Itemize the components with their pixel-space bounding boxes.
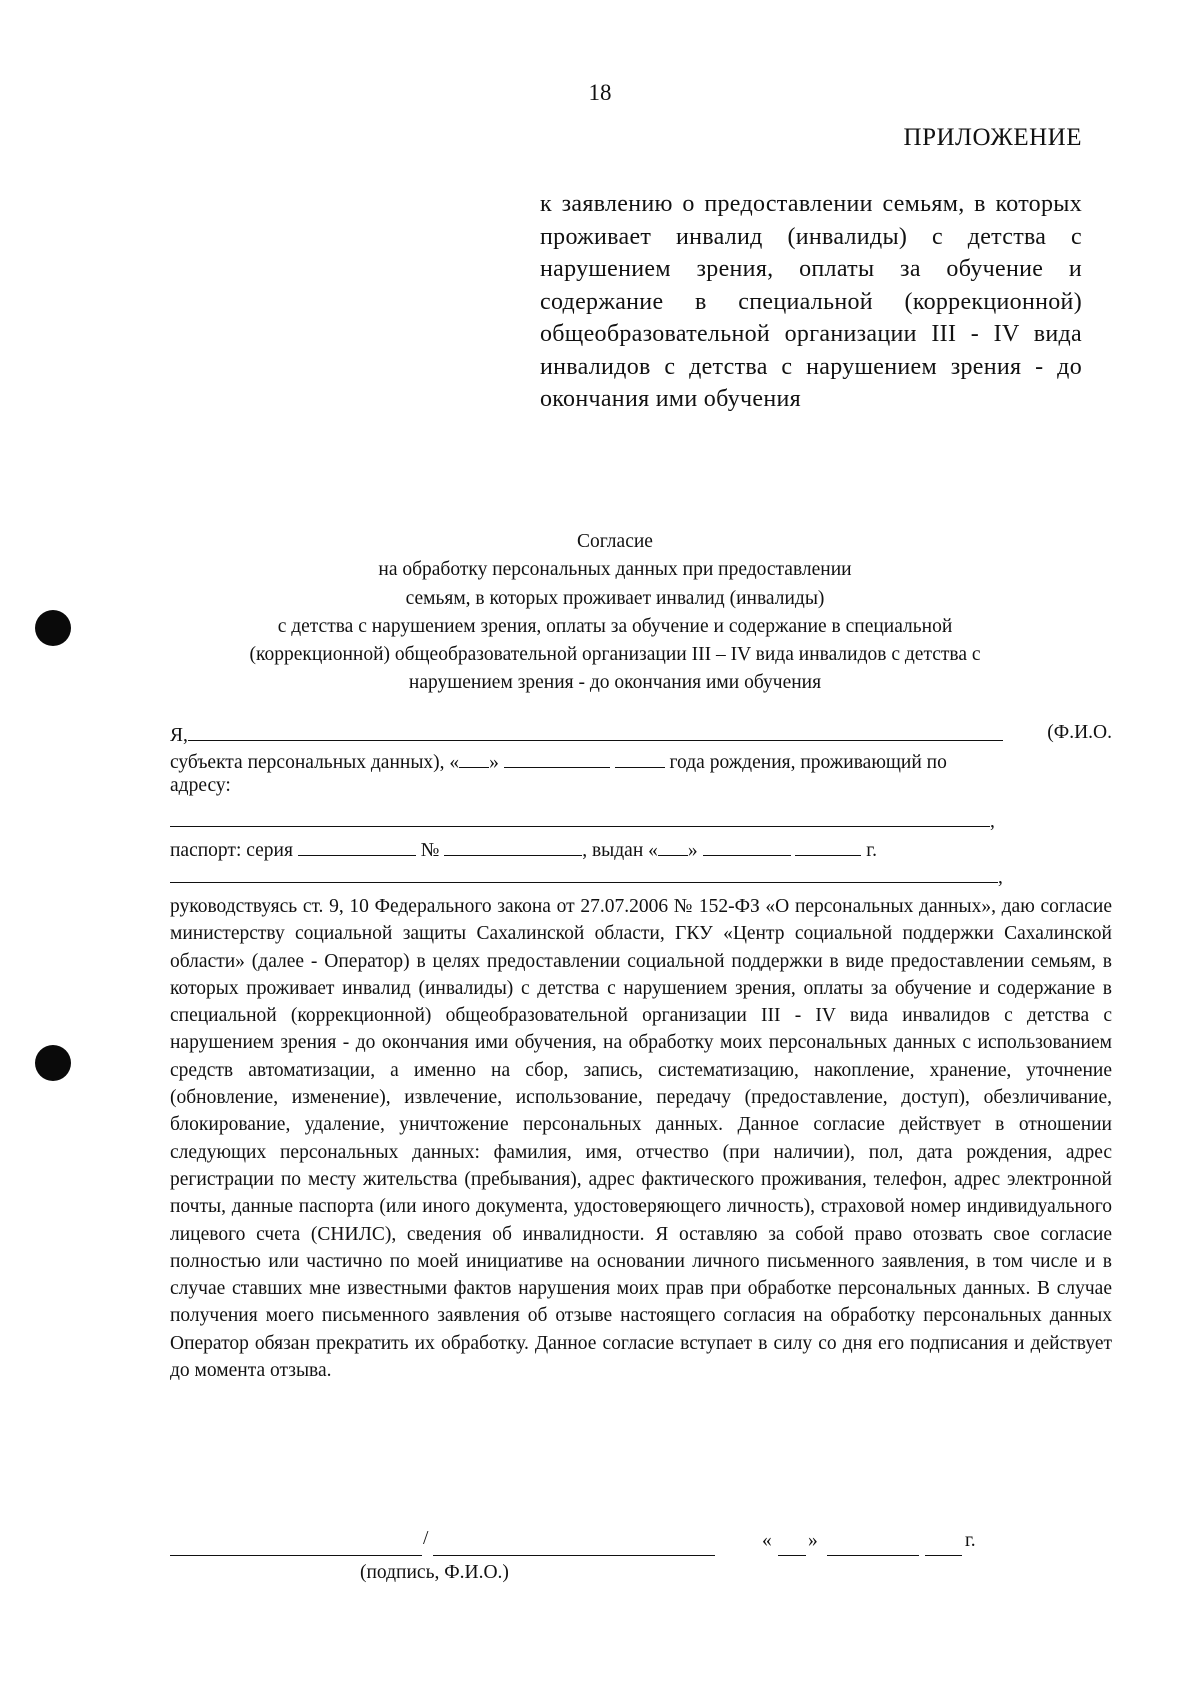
comma: , <box>998 867 1003 888</box>
fio-field[interactable] <box>188 720 1003 741</box>
sign-quote-open: « <box>762 1530 772 1551</box>
appendix-title: ПРИЛОЖЕНИЕ <box>903 124 1082 151</box>
passport-number-field[interactable] <box>444 835 582 856</box>
consent-body-text: руководствуясь ст. 9, 10 Федерального закона от 27.07.2006 № 152-ФЗ «О персональных данных», даю согласие министерству социальной защиты Сахалинской области, ГКУ «Центр социальной поддержки Сахалинской области» (далее - Оператор) в целях предоставлении социальной поддержки в виде предоставлении семьям, в которых проживает инвалид (инвалиды) с детства с нарушением зрения, оплаты за обучение и содержание в специальной (коррекционной) общеобразовательной организации III - IV вида инвалидов с детства с нарушением зрения - до окончания ими обучения, на обработку моих персональных данных с использованием средств автоматизации, а именно на сбор, запись, систематизацию, накопление, хранение, уточнение (обновление, изменение), извлечение, использование, передачу (предоставление, доступ), обезличивание, блокирование, удаление, уничтожение персональных данных. Данное согласие действует в отношении следующих персональных данных: фамилия, имя, отчество (при наличии), пол, дата рождения, адрес регистрации по месту жительства (пребывания), адрес фактического проживания, телефон, адрес электронной почты, данные паспорта (или иного документа, удостоверяющего личность), страховой номер индивидуального лицевого счета (СНИЛС), сведения об инвалидности. Я оставляю за собой право отозвать свое согласие полностью или частично по моей инициативе на основании личного письменного заявления, в том числе и в случае ставших мне известными фактов нарушения моих прав при обработке персональных данных. В случае получения моего письменного заявления об отзыве настоящего согласия на обработку персональных данных Оператор обязан прекратить их обработку. Данное согласие вступает в силу со дня его подписания и действует до момента отзыва. <box>170 896 1112 1382</box>
binder-hole-top <box>35 610 71 646</box>
consent-body <box>170 893 1112 1384</box>
personal-data-form <box>170 720 1112 888</box>
birth-year-field[interactable] <box>615 747 665 768</box>
subject-label: субъекта персональных данных), <box>170 752 445 773</box>
binder-hole-bottom <box>35 1045 71 1081</box>
address-label: адресу: <box>170 775 231 796</box>
year-abbr: г. <box>866 840 877 861</box>
quote-close: » <box>687 840 698 861</box>
passport-number-label: № <box>420 840 440 861</box>
quote-close: » <box>489 752 499 773</box>
consent-subtitle-line: с детства с нарушением зрения, оплаты за обучение и содержание в специальной <box>277 615 953 637</box>
i-label: Я, <box>170 725 188 746</box>
issue-month-field[interactable] <box>703 835 791 856</box>
consent-subtitle-line: нарушением зрения - до окончания ими обучения <box>408 672 822 694</box>
sign-year-field[interactable] <box>925 1555 962 1556</box>
address-field[interactable] <box>170 806 990 827</box>
consent-title: Согласие <box>577 531 653 552</box>
birth-label: года рождения, проживающий по <box>669 752 947 773</box>
consent-subtitle-line: семьям, в которых проживает инвалид (инвалиды) <box>405 587 825 609</box>
consent-heading <box>130 528 1100 698</box>
sign-quote-close: » <box>808 1530 818 1551</box>
quote-open: « <box>449 752 460 773</box>
appendix-description-text: к заявлению о предоставлении семьям, в которых проживает инвалид (инвалиды) с детства с нарушением зрения, оплаты за обучение и содержание в специальной (коррекционной) общеобразовательной организации III - IV вида инвалидов с детства с нарушением зрения - до окончания ими обучения <box>540 191 1082 412</box>
signature-name-field[interactable] <box>433 1555 715 1556</box>
page-number: 18 <box>588 80 612 105</box>
passport-series-label: паспорт: серия <box>170 840 293 861</box>
issue-day-field[interactable] <box>658 835 688 856</box>
signature-slash: / <box>423 1528 429 1549</box>
sign-day-field[interactable] <box>778 1555 806 1556</box>
sign-year-abbr: г. <box>965 1530 976 1551</box>
appendix-description <box>540 188 1082 416</box>
fio-label: (Ф.И.О. <box>1047 722 1112 743</box>
issued-label: , выдан « <box>582 840 658 861</box>
consent-subtitle-line: (коррекционной) общеобразовательной организации III – IV вида инвалидов с детства с <box>249 644 981 666</box>
sign-month-field[interactable] <box>827 1555 919 1556</box>
issued-by-field[interactable] <box>170 862 998 883</box>
comma: , <box>990 811 995 832</box>
passport-series-field[interactable] <box>298 835 416 856</box>
issue-year-field[interactable] <box>795 835 861 856</box>
consent-subtitle-line: на обработку персональных данных при предоставлении <box>378 559 852 581</box>
birth-month-field[interactable] <box>504 747 610 768</box>
signature-field[interactable] <box>170 1555 422 1556</box>
birth-day-field[interactable] <box>459 747 489 768</box>
signature-caption: (подпись, Ф.И.О.) <box>360 1562 509 1583</box>
